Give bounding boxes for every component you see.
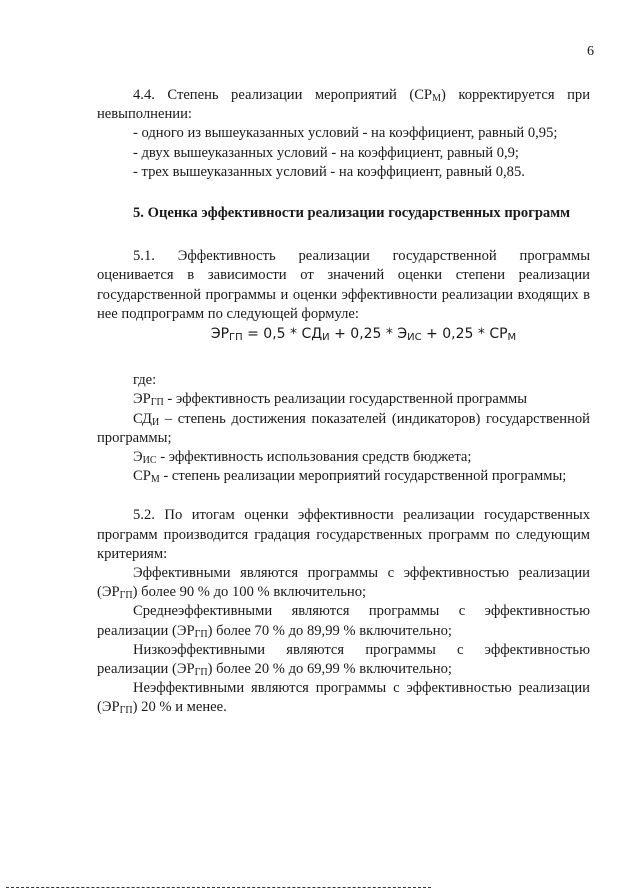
criterion-text: ) 20 % и менее. [132, 699, 227, 716]
criterion-item [97, 679, 590, 717]
criterion-text: Среднеэффективными являются программы с эффективностью реализации (ЭР [97, 603, 590, 639]
list-item: - двух вышеуказанных условий - на коэффициент, равный 0,9; [133, 144, 519, 161]
formula-part: = 0,5 * СД [242, 326, 323, 343]
subscript: И [151, 416, 160, 428]
criterion-text: Эффективными являются программы с эффективностью реализации (ЭР [97, 565, 590, 601]
definition-item [97, 410, 590, 448]
formula-part: + 0,25 * СР [421, 326, 508, 343]
subscript: ГП [119, 590, 133, 602]
subscript: ГП [194, 628, 208, 640]
subscript: ГП [150, 397, 164, 409]
definition-term: Э [133, 449, 143, 466]
definition-item [97, 390, 590, 409]
footer-divider [6, 887, 431, 888]
criterion-text: ) более 20 % до 69,99 % включительно; [207, 661, 452, 678]
criterion-text: ) более 90 % до 100 % включительно; [132, 584, 367, 601]
definition-text: - эффективность использования средств бюджета; [156, 449, 472, 466]
formula-part: + 0,25 * Э [329, 326, 408, 343]
paragraph-5-1: 5.1. Эффективность реализации государственной программы оценивается в зависимости от значений оценки степени реализации государственной программы и оценки эффективности реализации входящих в нее подпрограмм по следующей формуле: [97, 248, 590, 322]
document-body [97, 86, 590, 718]
subscript: ИС [142, 455, 157, 467]
subscript: ГП [119, 705, 133, 717]
subscript: М [507, 332, 517, 344]
criterion-text: ) более 70 % до 89,99 % включительно; [207, 622, 452, 639]
page-number: 6 [587, 44, 594, 59]
subscript: ИС [407, 332, 422, 344]
definition-item [97, 448, 590, 467]
list-item: - трех вышеуказанных условий - на коэффициент, равный 0,85. [133, 163, 525, 180]
definition-term: СР [133, 468, 151, 485]
criterion-text: Неэффективными являются программы с эффективностью реализации (ЭР [97, 680, 590, 716]
criterion-item [97, 564, 590, 602]
paragraph-4-4-text: 4.4. Степень реализации мероприятий (СР [133, 87, 433, 103]
paragraph-4-4-rest: ) корректируется при невыполнении: [97, 87, 591, 123]
criterion-item [97, 602, 590, 640]
definition-term: ЭР [133, 391, 151, 408]
subscript: И [322, 332, 330, 344]
definition-text: - эффективность реализации государственной программы [163, 391, 528, 408]
section-heading: 5. Оценка эффективности реализации государственных программ [133, 205, 571, 222]
formula [137, 325, 590, 344]
definition-text: – степень достижения показателей (индикаторов) государственной программы; [97, 410, 590, 446]
definition-term: СД [133, 410, 152, 427]
definition-item [97, 467, 590, 486]
subscript: М [150, 474, 160, 486]
where-label: где: [133, 372, 157, 389]
list-item: - одного из вышеуказанных условий - на коэффициент, равный 0,95; [133, 125, 558, 142]
subscript: М [432, 93, 441, 104]
formula-part: ЭР [210, 326, 230, 343]
subscript: ГП [229, 332, 243, 344]
criterion-item [97, 641, 590, 679]
subscript: ГП [194, 667, 208, 679]
definition-text: - степень реализации мероприятий государственной программы; [159, 468, 567, 485]
paragraph-5-2: 5.2. По итогам оценки эффективности реализации государственных программ производится градация государственных программ по следующим критериям: [97, 507, 590, 562]
paragraph-4-4 [97, 86, 590, 124]
criterion-text: Низкоэффективными являются программы с эффективностью реализации (ЭР [97, 641, 590, 678]
